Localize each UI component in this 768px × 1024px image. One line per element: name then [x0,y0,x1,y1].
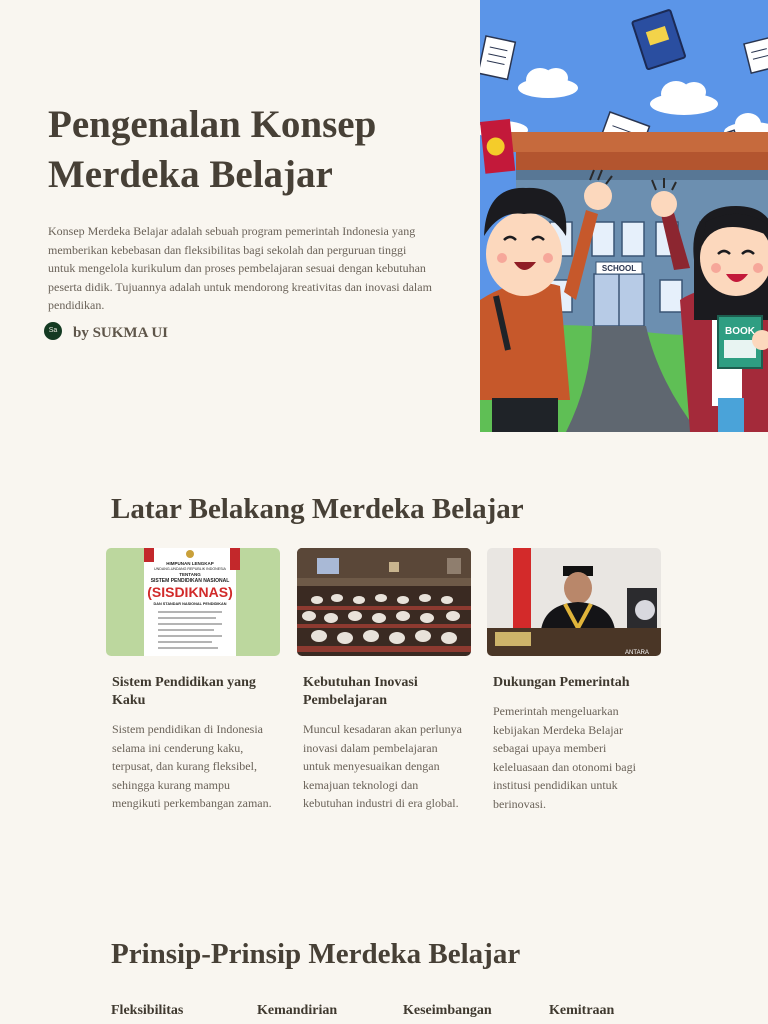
hero-description: Konsep Merdeka Belajar adalah sebuah program pemerintah Indonesia yang memberikan kebebasan dan fleksibilitas bagi sekolah dan perguruan tinggi untuk mengelola kurikulum dan proses pembelajaran sesuai dengan kebutuhan peserta didik. Tujuannya adalah untuk mendorong kreativitas dan inovasi dalam pendidikan. [48,224,432,313]
card-title: Dukungan Pemerintah [493,675,630,690]
hero-section [0,0,768,432]
section-title-background: Latar Belakang Merdeka Belajar [111,493,524,525]
svg-text:SISTEM PENDIDIKAN NASIONAL: SISTEM PENDIDIKAN NASIONAL [150,578,230,584]
principle-item: Kemandirian [257,1003,338,1018]
book-label: BOOK [725,326,755,337]
card-rigid-system [106,548,280,813]
card-government-support [487,548,661,814]
author-byline [44,319,168,342]
principles-list [111,1003,671,1024]
author-name: by SUKMA UI [73,325,169,341]
principle-item: Fleksibilitas [111,1003,184,1018]
card-title: Sistem Pendidikan yang Kaku [112,675,256,708]
hero-illustration [480,0,768,432]
official-portrait-icon [487,548,661,656]
principle-item: Keseimbangan [403,1003,492,1018]
svg-text:(SISDIKNAS): (SISDIKNAS) [147,584,233,600]
svg-text:DAN STANDAR NASIONAL PENDIDIKA: DAN STANDAR NASIONAL PENDIDIKAN [153,602,227,606]
avatar[interactable]: Sa [44,322,62,340]
hero-text [48,100,433,315]
card-title: Kebutuhan Inovasi Pembelajaran [303,675,418,708]
card-description: Pemerintah mengeluarkan kebijakan Merdeka Belajar sebagai upaya memberi keleluasaan dan otonomi bagi institusi pendidikan untuk berinovasi. [493,704,636,811]
page-title: Pengenalan Konsep Merdeka Belajar [48,103,377,196]
card-description: Muncul kesadaran akan perlunya inovasi dalam pembelajaran untuk menyesuaikan dengan kemajuan teknologi dan kebutuhan industri di era global. [303,722,462,811]
svg-text:UNDANG-UNDANG REPUBLIK INDONES: UNDANG-UNDANG REPUBLIK INDONESIA [154,567,226,571]
school-sign: SCHOOL [601,264,637,273]
card-description: Sistem pendidikan di Indonesia selama ini cenderung kaku, terpusat, dan kurang fleksibel, sehingga kurang mampu mengikuti perkembangan zaman. [112,722,272,811]
book-cover-icon [106,548,280,656]
principle-item: Kemitraan [549,1003,615,1018]
svg-text:HIMPUNAN LENGKAP: HIMPUNAN LENGKAP [166,561,214,566]
svg-text:TENTANG: TENTANG [179,572,201,577]
svg-text:ANTARA: ANTARA [625,650,649,656]
section-title-principles: Prinsip-Prinsip Merdeka Belajar [111,938,521,970]
card-innovation-need [297,548,471,813]
seminar-hall-icon [297,548,471,656]
background-cards [106,548,662,828]
